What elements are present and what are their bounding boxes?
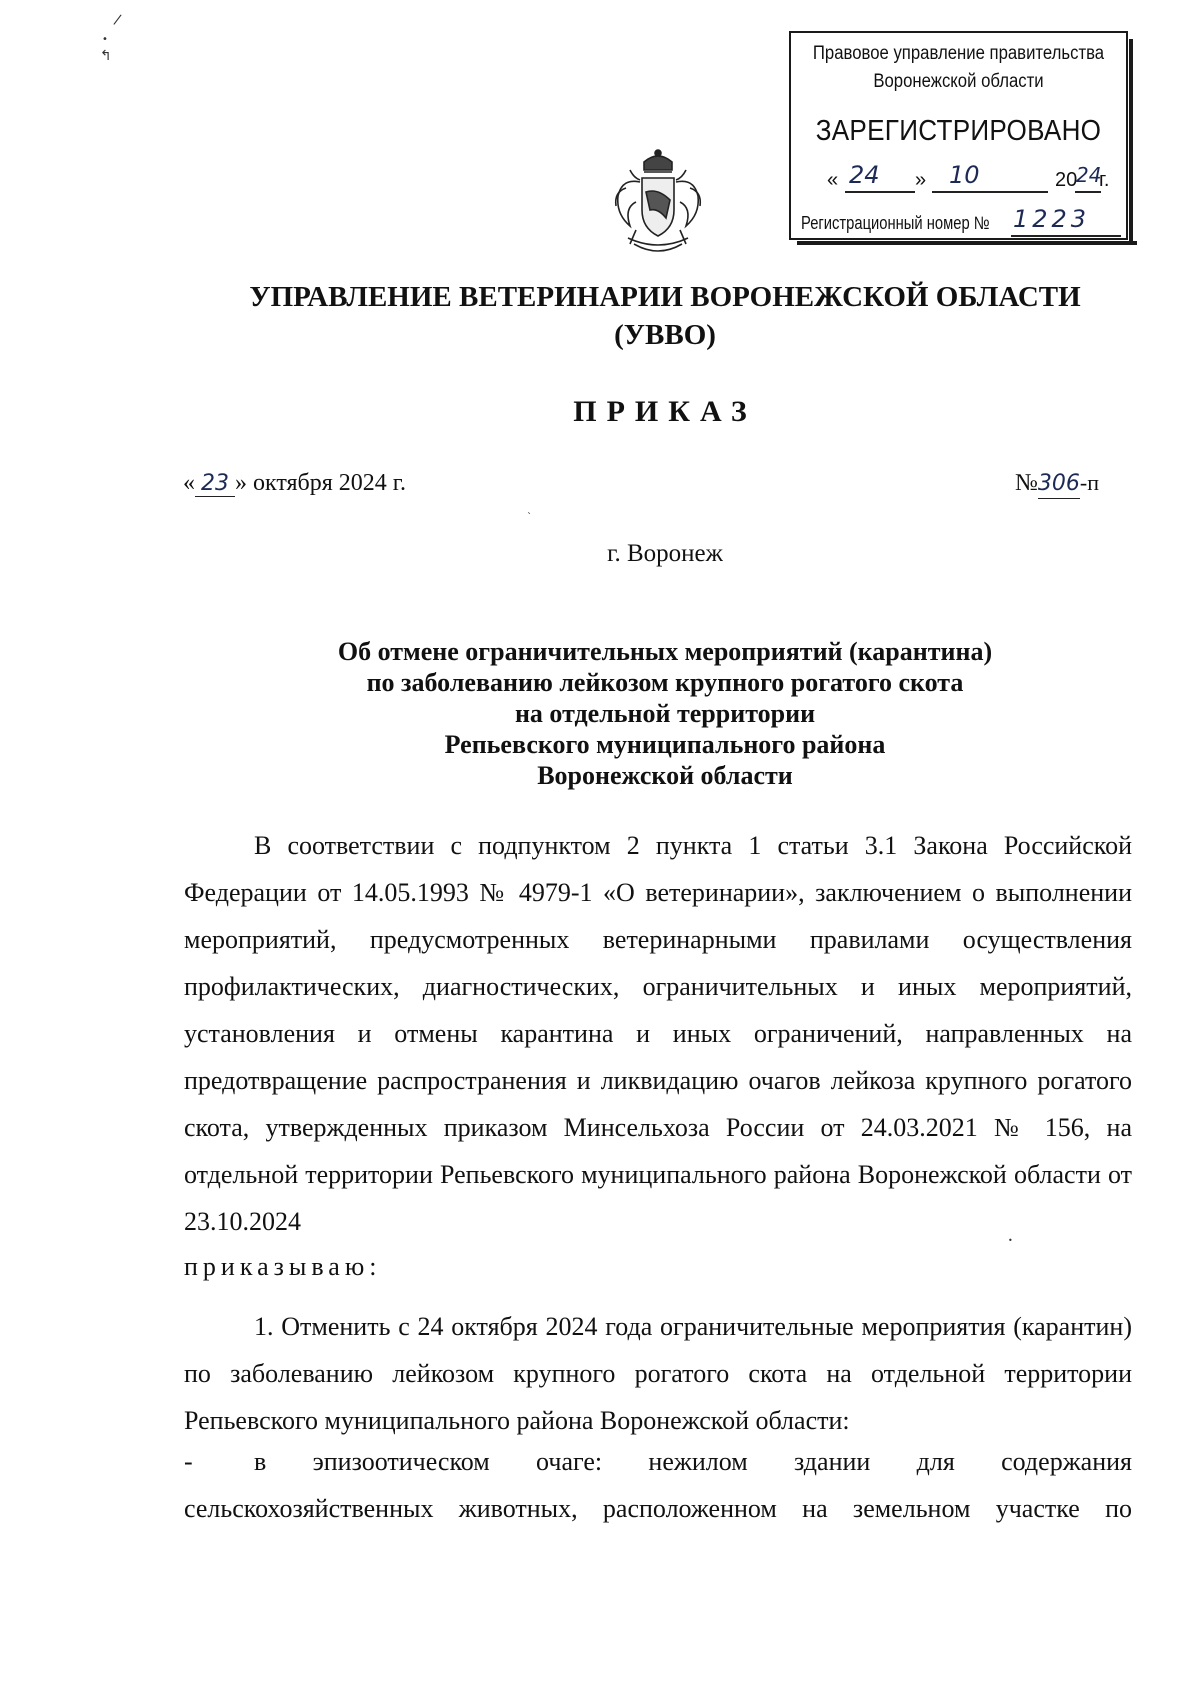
scan-mark: • — [1008, 1236, 1013, 1245]
registration-stamp — [789, 31, 1128, 240]
stamp-registered-title: ЗАРЕГИСТРИРОВАНО — [815, 115, 1102, 147]
order-number-underline — [1038, 498, 1080, 500]
order-subject-line: на отдельной территории — [514, 699, 816, 728]
stamp-year-end: г. — [1099, 169, 1110, 191]
issue-city: г. Воронеж — [607, 540, 723, 567]
order-subject — [150, 636, 1180, 791]
order-subject-line: Об отмене ограничительных мероприятий (карантина) — [337, 637, 993, 666]
order-item-1: 1. Отменить с 24 октября 2024 года ограничительные мероприятия (карантин) по заболеванию лейкозом крупного рогатого скота на отдельной территории Репьевского муниципального района Воронежской области: — [184, 1312, 1132, 1435]
stamp-shadow-bar — [797, 241, 1137, 245]
order-date — [183, 470, 406, 497]
stamp-month-handwritten: 10 — [949, 161, 980, 189]
preamble-paragraph: В соответствии с подпунктом 2 пункта 1 статьи 3.1 Закона Российской Федерации от 14.05.1993 № 4979-1 «О ветеринарии», заключением о выполнении мероприятий, предусмотренных ветеринарными правилами осуществления профилактических, диагностических, ограничительных и иных мероприятий, установления и отмены карантина и иных ограничений, направленных на предотвращение распространения и ликвидацию очагов лейкоза крупного рогатого скота, утвержденных приказом Минсельхоза России от 24.03.2021 № 156, на отдельной территории Репьевского муниципального района Воронежской области от 23.10.2024 — [184, 831, 1132, 1236]
order-number-field — [1038, 470, 1080, 497]
order-subject-line: по заболеванию лейкозом крупного рогатого скота — [366, 668, 964, 697]
scan-mark: / — [112, 11, 123, 29]
organization-abbreviation: (УВВО) — [614, 319, 716, 351]
order-subject-line: Репьевского муниципального района — [444, 730, 886, 759]
stamp-regno-label: Регистрационный номер № — [801, 213, 990, 233]
stamp-authority-line: Правовое управление правительства — [812, 43, 1105, 64]
stamp-regno-row — [801, 205, 1121, 241]
order-subject-line: Воронежской области — [537, 761, 793, 790]
stamp-day-underline — [845, 191, 915, 193]
stamp-year-prefix: 20 — [1055, 169, 1078, 191]
order-day-handwritten: 23 — [201, 471, 229, 496]
order-verb: приказываю: — [184, 1252, 382, 1281]
stamp-date-row — [827, 163, 1117, 199]
order-number — [1015, 470, 1099, 497]
stamp-date-open-quote: « — [827, 169, 839, 191]
list-dash — [184, 1438, 254, 1485]
stamp-day-handwritten: 24 — [849, 161, 880, 189]
stamp-region-line: Воронежской области — [873, 71, 1044, 92]
stamp-month-underline — [932, 191, 1048, 193]
stamp-shadow-bar — [1129, 39, 1133, 245]
scan-mark: ` — [527, 512, 532, 523]
stamp-date-close-quote: » — [915, 169, 927, 191]
order-item-1-subitem — [184, 1438, 1132, 1532]
order-day-field — [195, 470, 235, 497]
document-type-title: ПРИКАЗ — [573, 395, 757, 428]
organization-name — [150, 278, 1180, 354]
coat-of-arms-emblem — [606, 148, 710, 260]
stamp-year-handwritten: 24 — [1076, 163, 1102, 187]
stamp-regno-handwritten: 1223 — [1013, 205, 1091, 233]
list-dash-glyph: - — [184, 1447, 193, 1476]
order-number-handwritten: 306 — [1037, 471, 1080, 496]
stamp-regno-underline — [1011, 235, 1121, 237]
order-day-underline — [195, 496, 235, 498]
order-date-rest: » октября 2024 г. — [235, 470, 406, 496]
order-date-open-quote: « — [183, 470, 195, 496]
organization-name-line: УПРАВЛЕНИЕ ВЕТЕРИНАРИИ ВОРОНЕЖСКОЙ ОБЛАСТИ — [249, 281, 1081, 313]
order-number-suffix: -п — [1079, 470, 1100, 495]
stamp-year-underline — [1075, 191, 1101, 193]
order-item-1-subitem-text: в эпизоотическом очаге: нежилом здании для содержания сельскохозяйственных животных, расположенном на земельном участке по — [184, 1447, 1132, 1523]
scan-mark: ↰ — [100, 48, 112, 64]
order-number-prefix: № — [1015, 470, 1038, 496]
scan-mark: • — [102, 34, 108, 45]
